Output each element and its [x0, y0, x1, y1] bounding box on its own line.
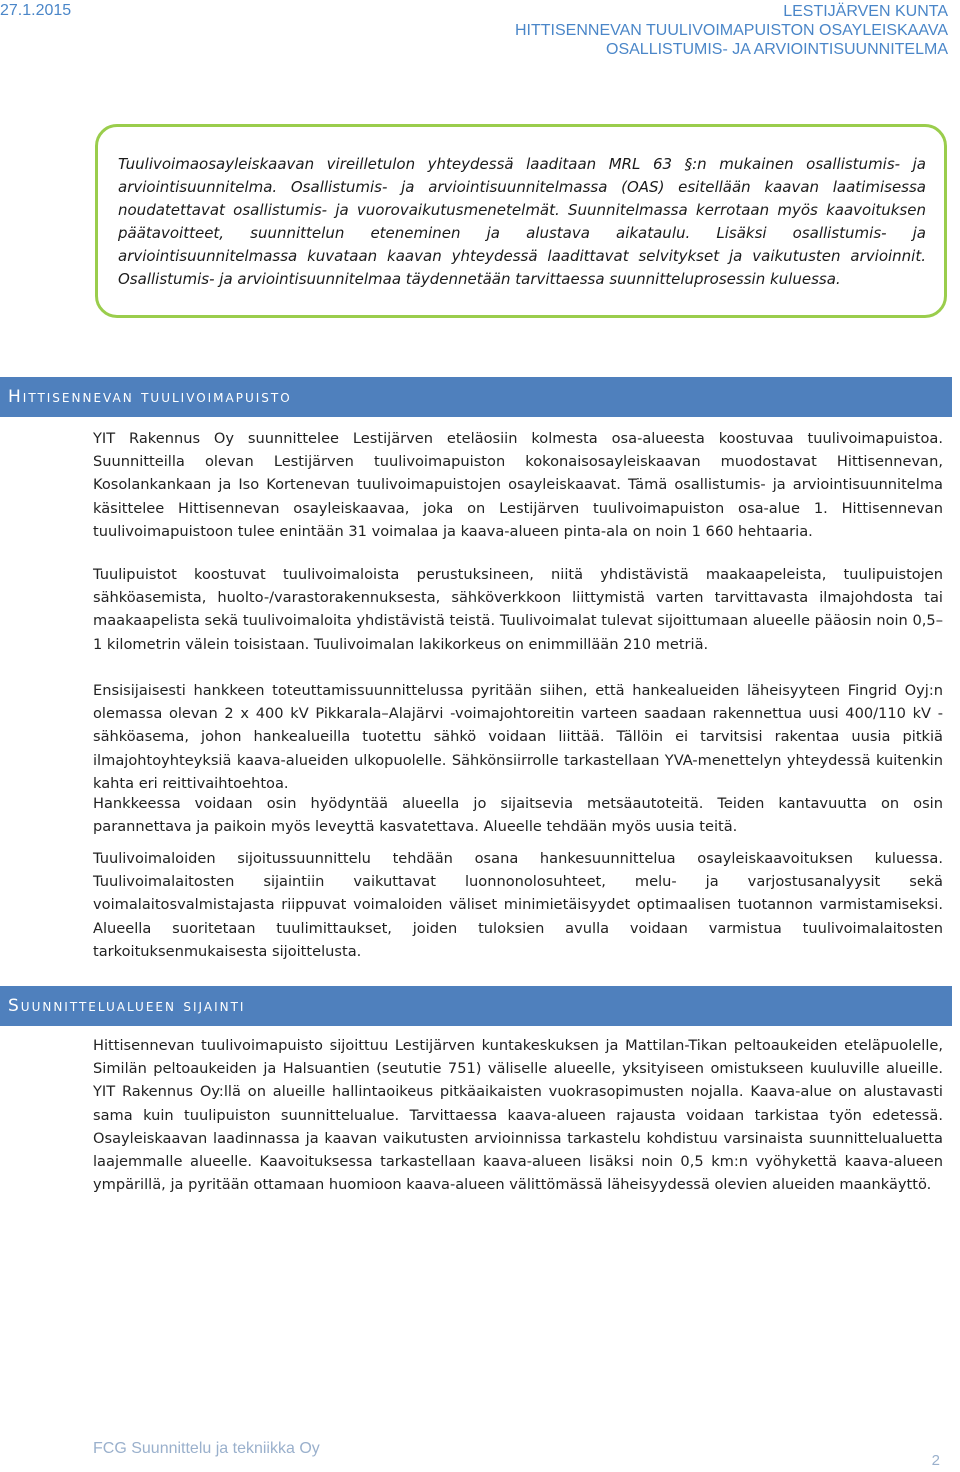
section-heading-bar — [0, 986, 952, 1026]
header-doc-type: OSALLISTUMIS- JA ARVIOINTISUUNNITELMA — [606, 41, 948, 58]
header-plan-name: HITTISENNEVAN TUULIVOIMAPUISTON OSAYLEISKAAVA — [515, 22, 948, 39]
paragraph: Ensisijaisesti hankkeen toteuttamissuunnittelussa pyritään siihen, että hankealueiden läheisyyteen Fingrid Oyj:n olemassa olevan 2 x 400 kV Pikkarala–Alajärvi -voimajohtoreitin varteen saadaan rakennettua uusi 400/110 kV -sähköasema, johon hankealueilla tuotettu sähkö voidaan liittää. Tällöin ei tarvitsisi rakentaa uusia pitkiä ilmajohtoyhteyksiä kaava-alueiden ulkopuolelle. Sähkönsiirrolle tarkastellaan YVA-menettelyn yhteydessä kuitenkin kahta eri reittivaihtoehtoa. — [93, 682, 943, 792]
paragraph: Hankkeessa voidaan osin hyödyntää alueella jo sijaitsevia metsäautoteitä. Teiden kantavuutta on osin parannettava ja paikoin myös leveyttä kasvatettava. Alueelle tehdään myös uusia teitä. — [93, 795, 943, 836]
paragraph: YIT Rakennus Oy suunnittelee Lestijärven eteläosiin kolmesta osa-alueesta koostuvaa tuulivoimapuistoa. Suunnitteilla olevan Lestijärven tuulivoimapuiston kokonaisosayleiskaavan muodostavat Hittisennevan, Kosolankankaan ja Iso Kortenevan tuulivoimapuistojen osayleiskaavat. Tämä osallistumis- ja arviointisuunnitelma käsittelee Hittisennevan osayleiskaavaa, joka on Lestijärven tuulivoimapuiston osa-alue 1. Hittisennevan tuulivoimapuistoon tulee enintään 31 voimalaa ja kaava-alueen pinta-ala on noin 1 660 hehtaaria. — [93, 430, 943, 540]
section-title-hittisenneva: Hittisennevan tuulivoimapuisto — [8, 387, 292, 407]
intro-text: Tuulivoimaosayleiskaavan vireilletulon yhteydessä laaditaan MRL 63 §:n mukainen osallistumis- ja arviointisuunnitelma. Osallistumis- ja arviointisuunnitelmassa (OAS) esitellään kaavan laatimisessa noudatettavat osallistumis- ja vuorovaikutusmenetelmät. Suunnitelmassa kerrotaan myös kaavoituksen päätavoitteet, suunnittelun eteneminen ja alustava aikataulu. Lisäksi osallistumis- ja arviointisuunnitelmassa kuvataan kaavan yhteydessä laadittavat selvitykset ja vaikutusten arvioinnit. Osallistumis- ja arviointisuunnitelmaa täydennetään tarvittaessa suunnitteluprosessin kuluessa. — [118, 155, 926, 288]
header-date: 27.1.2015 — [0, 2, 72, 19]
document-header — [515, 2, 948, 59]
page-number: 2 — [931, 1452, 940, 1469]
paragraph: Tuulipuistot koostuvat tuulivoimaloista perustuksineen, niitä yhdistävistä maakaapeleista, tuulipuistojen sähköasemista, huolto-/varastorakennuksesta, sähköverkkoon liittymistä varten tarvittavasta ilmajohdosta tai maakaapelista sekä tuulivoimaloita yhdistävistä teistä. Tuulivoimalat tulevat sijoittumaan alueelle pääosin noin 0,5–1 kilometrin välein toisistaan. Tuulivoimalan lakikorkeus on enimmillään 210 metriä. — [93, 566, 943, 653]
section-title-location: Suunnittelualueen sijainti — [8, 996, 246, 1016]
paragraph: Tuulivoimaloiden sijoitussuunnittelu tehdään osana hankesuunnittelua osayleiskaavoituksen kuluessa. Tuulivoimalaitosten sijaintiin vaikuttavat luonnonolosuhteet, melu- ja varjostusanalyysit sekä voimalaitosvalmistajasta riippuvat voimaloiden väliset minimietäisyydet optimaalisen tuotannon varmistamiseksi. Alueella suoritetaan tuulimittaukset, joiden tuloksien avulla voidaan varmistua tuulivoimalaitosten tarkoituksenmukaisesta sijoittelusta. — [93, 850, 943, 960]
paragraph: Hittisennevan tuulivoimapuisto sijoittuu Lestijärven kuntakeskuksen ja Mattilan-Tikan peltoaukeiden eteläpuolelle, Similän peltoaukeiden ja Halsuantien (seututie 751) väliselle alueelle, yksityiseen omistukseen kuuluville alueille. YIT Rakennus Oy:llä on alueille hallintaoikeus pitkäaikaisten vuokrasopimusten nojalla. Kaava-alue on alustavasti sama kuin tuulipuiston suunnittelualue. Tarvittaessa kaava-alueen rajausta voidaan tarkistaa työn edetessä. Osayleiskaavan laadinnassa ja kaavan vaikutusten arvioinnissa tarkastelu kohdistuu varsinaista suunnittelualuetta laajemmalle alueelle. Kaavoituksessa tarkastellaan kaava-alueen lisäksi noin 0,5 km:n vyöhykettä kaava-alueen ympärillä, ja pyritään ottamaan huomioon kaava-alueen välittömässä läheisyydessä olevien alueiden maankäyttö. — [93, 1037, 943, 1194]
header-municipality: LESTIJÄRVEN KUNTA — [783, 3, 948, 20]
section-heading-bar — [0, 377, 952, 417]
footer-company: FCG Suunnittelu ja tekniikka Oy — [93, 1440, 320, 1457]
intro-callout-box — [95, 124, 947, 318]
